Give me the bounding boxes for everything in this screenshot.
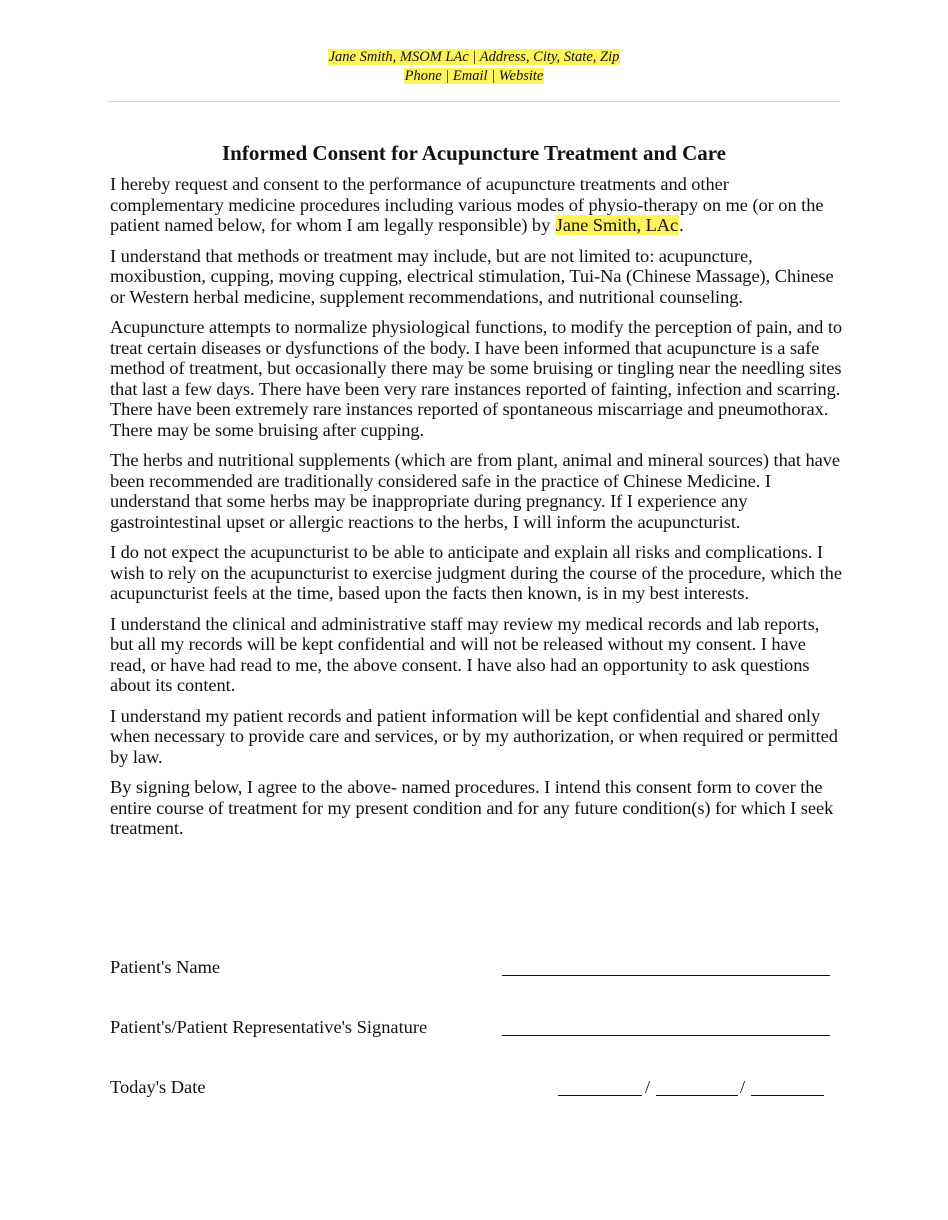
patient-name-label: Patient's Name (110, 957, 221, 977)
patient-name-row (110, 955, 830, 981)
date-label: Today's Date (110, 1077, 206, 1097)
date-day-field[interactable] (656, 1095, 738, 1096)
paragraph-confidentiality: I understand my patient records and patient information will be kept confidential and shared only when necessary to provide care and services, or by my authorization, or when required or permitted by law. (110, 705, 838, 767)
signature-field[interactable] (502, 1035, 830, 1036)
signature-label: Patient's/Patient Representative's Signature (110, 1017, 428, 1037)
paragraph-acupuncture-risks: Acupuncture attempts to normalize physiological functions, to modify the perception of pain, and to treat certain diseases or dysfunctions of the body. I have been informed that acupuncture is a safe method of treatment, but occasionally there may be some bruising or tingling near the needling sites that last a few days. There have been very rare instances reported of fainting, infection and scarring. There have been extremely rare instances reported of spontaneous miscarriage and pneumothorax. There may be some bruising after cupping. (110, 317, 843, 440)
paragraph-methods: I understand that methods or treatment may include, but are not limited to: acupuncture, moxibustion, cupping, moving cupping, electrical stimulation, Tui-Na (Chinese Massage), Chinese or Western herbal medicine, supplement recommendations, and nutritional counseling. (110, 245, 834, 307)
date-month-field[interactable] (558, 1095, 642, 1096)
paragraph-judgment: I do not expect the acupuncturist to be able to anticipate and explain all risks and complications. I wish to rely on the acupuncturist to exercise judgment during the course of the procedure, which the acupuncturist feels at the time, based upon the facts then known, is in my best interests. (110, 542, 842, 603)
patient-name-field[interactable] (502, 975, 830, 976)
date-separator: / (740, 1077, 746, 1097)
signature-row (110, 1015, 830, 1041)
paragraph-agreement: By signing below, I agree to the above- named procedures. I intend this consent form to cover the entire course of treatment for my present condition and for any future condition(s) for which I seek treatment. (110, 777, 834, 838)
paragraph-request-end: . (679, 215, 684, 235)
date-separator: / (645, 1077, 651, 1097)
letterhead (0, 48, 948, 86)
page-title: Informed Consent for Acupuncture Treatment and Care (222, 141, 726, 165)
date-row (110, 1075, 830, 1101)
paragraph-herbs: The herbs and nutritional supplements (which are from plant, animal and mineral sources) that have been recommended are traditionally considered safe in the practice of Chinese Medicine. I understand that some herbs may be inappropriate during pregnancy. If I experience any gastrointestinal upset or allergic reactions to the herbs, I will inform the acupuncturist. (110, 450, 840, 532)
letterhead-line-2: Phone | Email | Website (404, 68, 544, 84)
consent-body (110, 174, 846, 849)
date-year-field[interactable] (751, 1095, 824, 1096)
paragraph-request-text: I hereby request and consent to the performance of acupuncture treatments and other complementary medicine procedures including various modes of physio-therapy on me (or on the patient named below, for whom I am legally responsible) by (110, 174, 824, 235)
letterhead-line-1: Jane Smith, MSOM LAc | Address, City, State, Zip (328, 49, 620, 65)
paragraph-records-review: I understand the clinical and administrative staff may review my medical records and lab reports, but all my records will be kept confidential and will not be released without my consent. I have read, or have had read to me, the above consent. I have also had an opportunity to ask questions about its content. (110, 613, 820, 695)
header-divider (108, 101, 840, 102)
paragraph-request (110, 174, 846, 236)
practitioner-name: Jane Smith, LAc (555, 215, 679, 235)
